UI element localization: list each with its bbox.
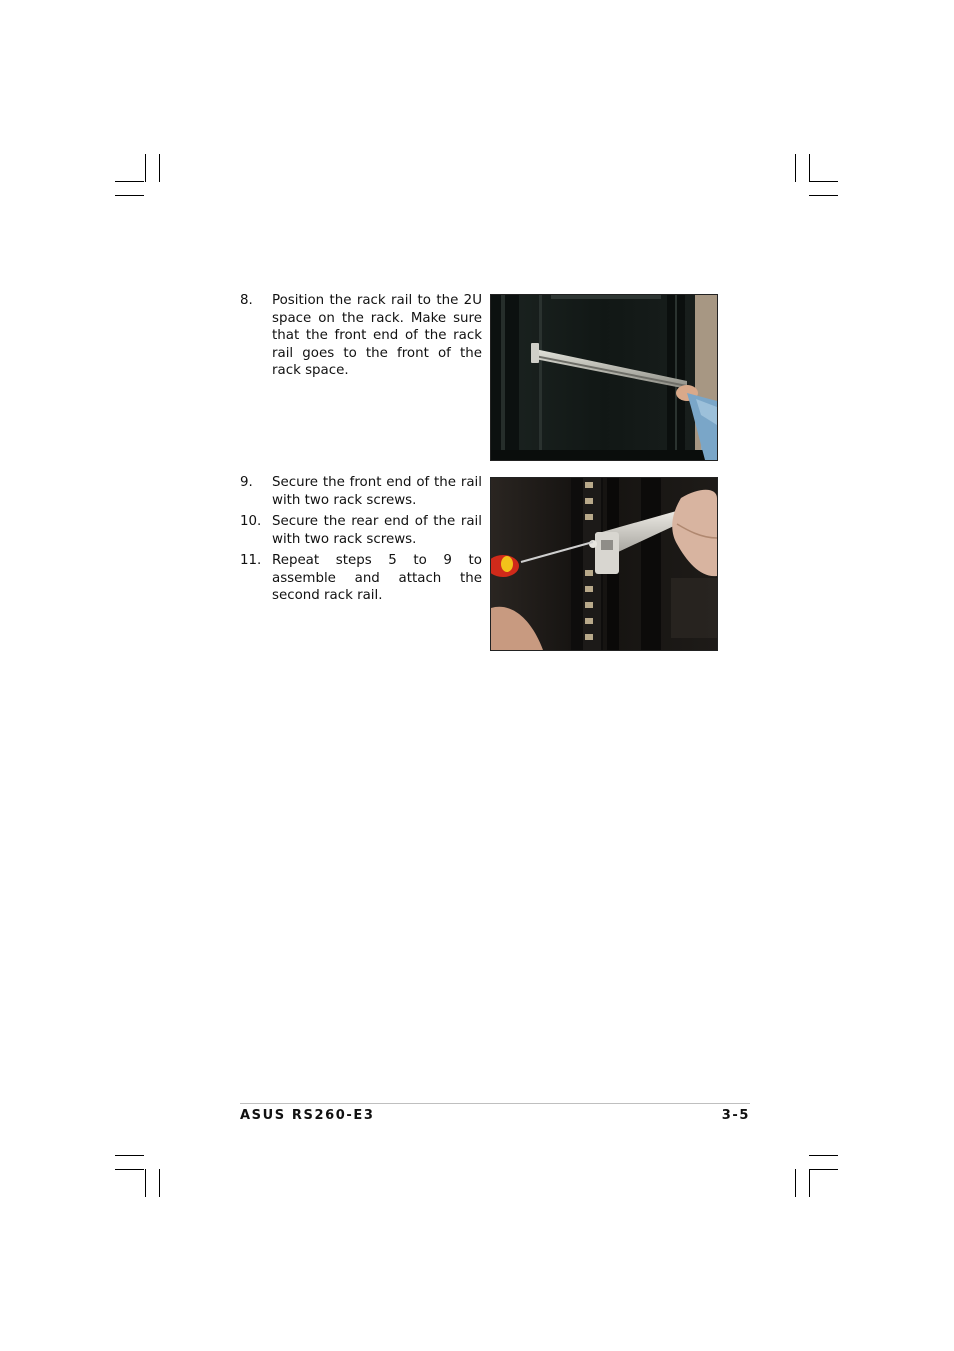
step-text: Secure the front end of the rail with two rack screws. — [272, 475, 482, 508]
step-number: 8. — [240, 293, 253, 308]
step-text: Position the rack rail to the 2U space on the rack. Make sure that the front end of the rack rail goes to the front of the rack space. — [272, 293, 482, 378]
step-number: 9. — [240, 475, 253, 490]
photo-secure-rail-screws — [490, 477, 718, 651]
step-text: Secure the rear end of the rail with two rack screws. — [272, 514, 482, 547]
footer-page-number: 3-5 — [721, 1108, 750, 1123]
step-11 — [240, 552, 482, 605]
step-10 — [240, 513, 482, 548]
footer-product-name: ASUS RS260-E3 — [240, 1108, 375, 1123]
step-8 — [240, 292, 482, 380]
step-9 — [240, 474, 482, 509]
step-number: 11. — [240, 553, 262, 568]
footer-rule — [240, 1103, 750, 1104]
step-number: 10. — [240, 514, 262, 529]
step-text: Repeat steps 5 to 9 to assemble and attach the second rack rail. — [272, 553, 482, 603]
photo-position-rack-rail — [490, 294, 718, 461]
